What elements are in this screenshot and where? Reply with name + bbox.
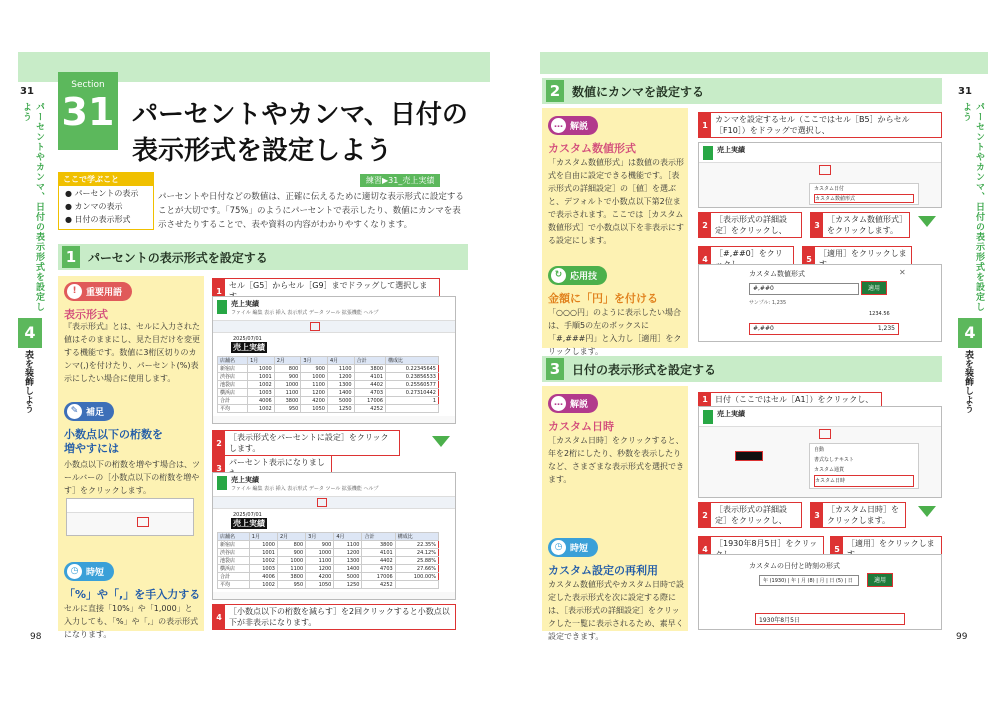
table-row: 新宿店 1000 800 900 1100 3800 0.22345645	[218, 365, 439, 373]
supplement-title-1: 小数点以下の桁数を	[64, 428, 163, 441]
table-row: 合計 4006 3800 4200 5000 17006 100.00%	[218, 573, 439, 581]
chapter-title-right: 表を装飾しよう	[963, 350, 973, 413]
chat-icon: …	[551, 396, 566, 411]
highlight-box	[137, 517, 149, 527]
section-header-3: 3 日付の表示形式を設定する	[542, 356, 942, 382]
advanced-body: 「○○○円」のように表示したい場合は、手順5の左のボックスに「#,###円」と入力し［適用］をクリックします。	[548, 308, 682, 356]
side-section-num-right: 31	[958, 86, 972, 97]
format-option-row[interactable]: #,##0 1,235	[749, 323, 899, 335]
explain-pill: … 解説	[548, 116, 598, 135]
table-row: 合計 4006 3800 4200 5000 17006 1	[218, 397, 439, 405]
practice-file: 練習▶31_売上実績	[360, 174, 440, 187]
supplement-body: 小数点以下の桁数を増やす場合は、ツールバーの［小数点以下の桁数を増やす］をクリックします。	[64, 460, 200, 495]
format-button-highlight	[819, 165, 831, 175]
sheet-menu: ファイル 編集 表示 挿入 表示形式 データ ツール 拡張機能 ヘルプ	[231, 310, 379, 316]
sidebar-notes	[58, 276, 204, 639]
step2-4: 4 ［#,##0］をクリ	[698, 246, 794, 272]
section-header-num: 1	[62, 246, 80, 268]
section-badge	[58, 72, 118, 150]
step3-3: 3 ［カスタム日時］をクリックします。	[810, 502, 906, 528]
section-label: Section	[71, 80, 105, 90]
learn-title: ここで学ぶこと	[59, 173, 153, 186]
step-3: 3 パーセント表示になりまし	[212, 455, 332, 481]
step2-2: 2 ［表示形式の詳細設定］をクリックし、	[698, 212, 802, 238]
sheet-title: 売上実績	[231, 300, 259, 308]
side-title-left: パーセントやカンマ、日付の表示形式を設定しよう	[21, 102, 44, 312]
custom-date-dialog: カスタムの日付と時刻の形式 年 (1930) | 年 | 月 (8) | 月 | 日 (5) | 日 適用 1930年8月5日	[698, 554, 942, 630]
clock-icon: ◷	[551, 540, 566, 555]
tip2-title: カスタム設定の再利用	[548, 564, 658, 577]
step3-4: 4 ［1930年8月5日］をクリッ	[698, 536, 824, 562]
table-row: 横浜店 1003 1100 1200 1400 4703 0.27310442	[218, 389, 439, 397]
section-header-2: 2 数値にカンマを設定する	[542, 78, 942, 104]
step3-5: 5 ［適用］をクリックしま	[830, 536, 942, 562]
notes-panel-3	[542, 386, 688, 641]
date-format-fields[interactable]: 年 (1930) | 年 | 月 (8) | 月 | 日 (5) | 日	[759, 575, 859, 586]
explain2-title: カスタム日時	[548, 420, 614, 433]
term-body: 『表示形式』とは、セルに入力された値はそのままにし、見た目だけを変更する機能です。数値に3桁区切りのカンマ(,)を付けたり、パーセント(%)表示にしたい場合に使用します。	[64, 322, 200, 383]
percent-button-highlight	[310, 322, 320, 331]
learn-item: ● カンマの表示	[65, 202, 123, 211]
chapter-tab-left: 4	[18, 318, 42, 348]
format-menu-2: 自動 書式なしテキスト カスタム通貨 カスタム日時	[809, 443, 919, 489]
supplement-screenshot	[66, 498, 194, 536]
down-arrow-icon	[432, 436, 450, 447]
custom-number-dialog: カスタム数値形式 ✕ #,##0 適用 サンプル: 1,235 1234.56 #,##0 1,235	[698, 264, 942, 342]
data-table-2: 店舗名 1月 2月 3月 4月 合計 構成比 新宿店 1000 800 900 1100 3800 22.35% 渋谷店 1001 900 1000 1200 4101 24.12% 池袋店 1002 1000 1100 1300 4402 25.88% 横浜店 1003 1100 1200 1400 4703 27.66% 合計 4006 3800 4200 5000 17006 100.00% 平均 1002 950 1050 1250 4252	[217, 532, 439, 589]
supplement-pill: ✎ 補足	[64, 402, 114, 421]
format-button-highlight	[819, 429, 831, 439]
down-arrow-icon	[918, 216, 936, 227]
page-number-right: 99	[956, 632, 968, 642]
learn-item: ● 日付の表示形式	[65, 215, 131, 224]
notes-panel-2	[542, 108, 688, 356]
chapter-title-left: 表を装飾しよう	[23, 350, 33, 413]
apply-button-2[interactable]: 適用	[867, 573, 893, 587]
chat-icon: …	[551, 118, 566, 133]
step3-2: 2 ［表示形式の詳細設定］をクリックし、	[698, 502, 802, 528]
data-table-1: 店舗名 1月 2月 3月 4月 合計 構成比 新宿店 1000 800 900 1100 3800 0.22345645 渋谷店 1001 900 1000 1200 4101 0.23856533 池袋店 1002 1000 1100 1300 4402 0.25560577 横浜店 1003 1100 1200 1400 4703 0.27310442 合計 4006 3800 4200 5000 17006 1 平均 1002 950 1050 1250 4252	[217, 356, 439, 413]
pencil-icon: ✎	[67, 404, 82, 419]
table-row: 池袋店 1002 1000 1100 1300 4402 0.25560577	[218, 381, 439, 389]
decimal-button-highlight	[317, 498, 327, 507]
sheet-menu: ファイル 編集 表示 挿入 表示形式 データ ツール 拡張機能 ヘルプ	[231, 486, 379, 492]
sheet-screenshot-1: 売上実績 ファイル 編集 表示 挿入 表示形式 データ ツール 拡張機能 ヘルプ 2025/07/01 売上実績 店舗名 1月 2月 3月 4月 合計 構成比 新宿店 1000 800 900 1100 3800 0.22345645 渋谷店 1001 900 1000 1200 4101 0.23856533 池袋店 1002 1000 1100 1300 4402 0.25560577 横浜店 1003 1100 1200 1400 4703 0.27310442 合計 4006 3800 4200 5000 17006 1 平均 1002 950 1050 1250 4252	[212, 296, 456, 424]
tip-title: 「%」や「,」を手入力する	[64, 588, 201, 601]
step2-1: 1 カンマを設定するセル（ここではセル［B5］からセル［F10］）をドラッグで選択し、	[698, 112, 942, 138]
tip-body: セルに直接「10%」や「1,000」と入力しても、「%」や「,」の表示形式になります。	[64, 604, 199, 639]
term-pill: ! 重要用語	[64, 282, 132, 301]
table-row: 平均 1002 950 1050 1250 4252	[218, 581, 439, 589]
key-icon: !	[67, 284, 82, 299]
tip-pill: ◷ 時短	[64, 562, 114, 581]
sheets-icon	[703, 146, 713, 160]
top-banner-right	[540, 52, 988, 74]
page-number-left: 98	[30, 632, 42, 642]
supplement-title-2: 増やすには	[64, 442, 119, 455]
format-input[interactable]: #,##0	[749, 283, 859, 295]
chapter-tab-right: 4	[958, 318, 982, 348]
explain-title: カスタム数値形式	[548, 142, 636, 155]
table-row: 横浜店 1003 1100 1200 1400 4703 27.66%	[218, 565, 439, 573]
format-menu: カスタム日付 カスタム数値形式	[809, 183, 919, 205]
close-icon: ✕	[899, 268, 906, 277]
explain2-body: ［カスタム日時］をクリックすると、年を2桁にしたり、秒数を表示したりなど、さまざまな表示形式を選択できます。	[548, 436, 684, 484]
page-title-line1: パーセントやカンマ、日付の	[132, 100, 468, 130]
advanced-title: 金額に「円」を付ける	[548, 292, 658, 305]
learn-item: ● パーセントの表示	[65, 189, 139, 198]
section-number: 31	[61, 90, 115, 134]
tip2-pill: ◷ 時短	[548, 538, 598, 557]
advanced-pill: ↻ 応用技	[548, 266, 607, 285]
sheets-icon	[217, 300, 227, 314]
down-arrow-icon	[918, 506, 936, 517]
table-row: 池袋店 1002 1000 1100 1300 4402 25.88%	[218, 557, 439, 565]
sheet-title: 売上実績	[231, 476, 259, 484]
sheet-screenshot-4: 売上実績 自動 書式なしテキスト カスタム通貨 カスタム日時	[698, 406, 942, 498]
page-title-line2: 表示形式を設定しよう	[132, 136, 393, 166]
section-header-1	[58, 244, 468, 270]
table-row: 平均 1002 950 1050 1250 4252	[218, 405, 439, 413]
sheet-screenshot-2: 売上実績 ファイル 編集 表示 挿入 表示形式 データ ツール 拡張機能 ヘルプ 2025/07/01 売上実績 店舗名 1月 2月 3月 4月 合計 構成比 新宿店 1000 800 900 1100 3800 22.35% 渋谷店 1001 900 1000 1200 4101 24.12% 池袋店 1002 1000 1100 1300 4402 25.88% 横浜店 1003 1100 1200 1400 4703 27.66% 合計 4006 3800 4200 5000 17006 100.00% 平均 1002 950 1050 1250 4252	[212, 472, 456, 600]
step-2: 2 ［表示形式をパーセントに設定］をクリックします。	[212, 430, 400, 456]
explain-pill-2: … 解説	[548, 394, 598, 413]
tip2-body: カスタム数値形式やカスタム日時で設定した表示形式を次に設定する際には、［表示形式の詳細設定］をクリックした一覧に表示されるため、素早く設定できます。	[548, 580, 684, 641]
step-1: 1 セル［G5］からセル［G9］までドラッグして選択しま	[212, 278, 440, 304]
intro-text: パーセントや日付などの数値は、正確に伝えるために適切な表示形式に設定することが大切です。「75%」のようにパーセントで表示したり、数値にカンマを表示させたりすることで、表や資料の内容がわかりやすくなります。	[158, 192, 464, 230]
explain-body: 「カスタム数値形式」は数値の表示形式を自由に設定できる機能です。［表示形式の詳細設定］の［値］を選ぶと、デフォルトで小数点以下第2位まで表示されます。ここでは［カスタム数値形式］で小数点以下を非表示にする設定にします。	[548, 158, 684, 245]
clock-icon: ◷	[67, 564, 82, 579]
refresh-icon: ↻	[551, 268, 566, 283]
sheets-icon	[703, 410, 713, 424]
side-title-right: パーセントやカンマ、日付の表示形式を設定しよう	[961, 102, 984, 312]
sheets-icon	[217, 476, 227, 490]
learn-box	[58, 172, 154, 230]
step2-5: 5 ［適用］をクリックしま	[802, 246, 912, 272]
table-row: 新宿店 1000 800 900 1100 3800 22.35%	[218, 541, 439, 549]
step-4: 4 ［小数点以下の桁数を減らす］を2回クリックすると小数点以下が非表示になります。	[212, 604, 456, 630]
table-row: 渋谷店 1001 900 1000 1200 4101 0.23856533	[218, 373, 439, 381]
term-title: 表示形式	[64, 308, 108, 321]
table-row: 渋谷店 1001 900 1000 1200 4101 24.12%	[218, 549, 439, 557]
side-section-num-left: 31	[20, 86, 34, 97]
apply-button[interactable]: 適用	[861, 281, 887, 295]
cell-a1-highlight	[735, 451, 763, 461]
date-option-row[interactable]: 1930年8月5日	[755, 613, 905, 625]
section-header-title: パーセントの表示形式を設定する	[88, 250, 268, 265]
step3-1: 1 日付（ここではセル［A1］）をクリックし、	[698, 392, 882, 407]
step2-3: 3 ［カスタム数値形式］をクリックします。	[810, 212, 910, 238]
sheet-screenshot-3: 売上実績 カスタム日付 カスタム数値形式	[698, 142, 942, 208]
